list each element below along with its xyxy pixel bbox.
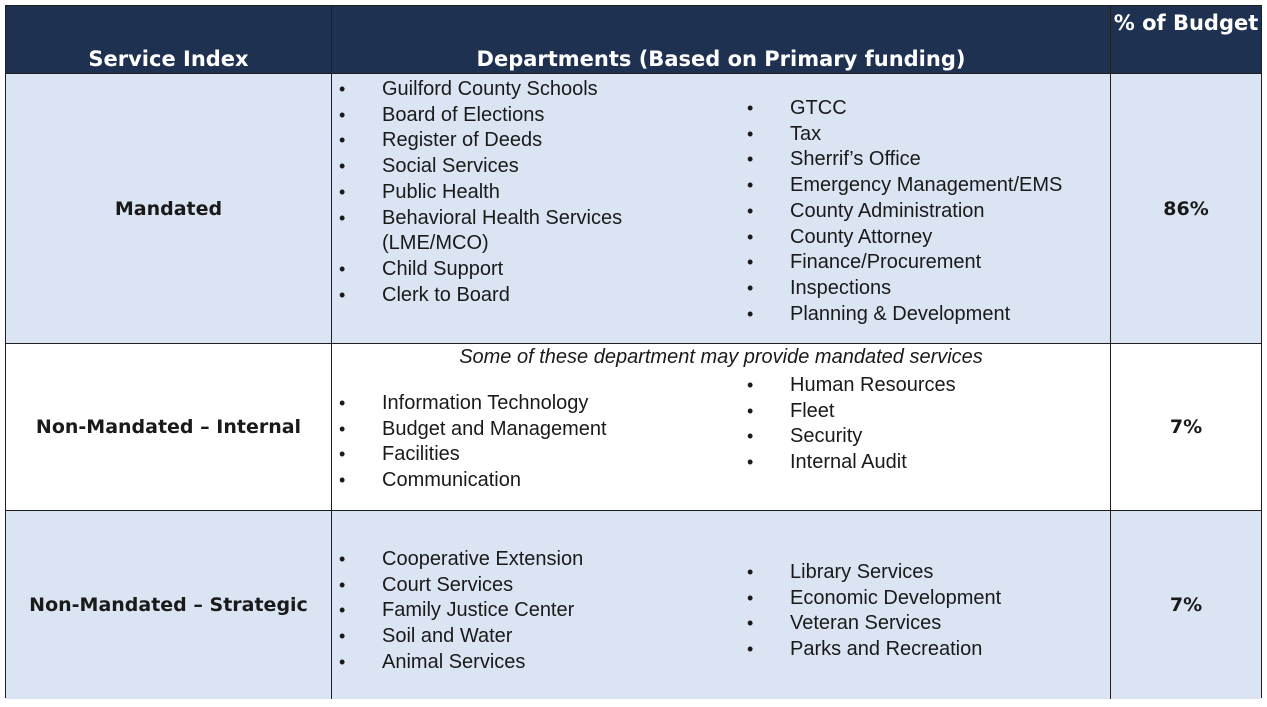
budget-cell (1111, 344, 1261, 510)
list-item-continuation: (LME/MCO) (382, 232, 489, 255)
mandated-services-note: Some of these department may provide mandated services (459, 346, 983, 368)
table-row-mandated (6, 73, 1261, 343)
bullet-icon: • (747, 452, 754, 473)
bullet-icon: • (339, 284, 346, 305)
list-item: • Social Services (332, 154, 622, 180)
list-item: • Guilford County Schools (332, 77, 622, 103)
list-item: • Parks and Recreation (740, 637, 1001, 663)
list-item: • Court Services (332, 573, 583, 599)
departments-cell (331, 344, 1111, 510)
departments-cell (331, 74, 1111, 343)
bullet-icon: • (747, 562, 754, 582)
list-item: • Family Justice Center (332, 598, 583, 624)
bullet-icon: • (339, 258, 346, 279)
service-label: Non-Mandated – Internal (35, 416, 302, 438)
list-item: • Security (740, 424, 956, 450)
list-item: • Tax (740, 122, 1062, 148)
service-cell (6, 74, 331, 343)
list-item: • Cooperative Extension (332, 547, 583, 573)
budget-percent: 7% (1169, 416, 1203, 438)
bullet-icon: • (747, 639, 754, 660)
bullet-icon: • (747, 226, 754, 247)
service-cell (6, 511, 331, 699)
list-item: • Library Services (740, 560, 1001, 586)
list-item: • Information Technology (332, 391, 607, 417)
header-cell-budget (1111, 6, 1261, 73)
departments-list-left (332, 547, 583, 676)
bullet-icon: • (747, 303, 754, 324)
list-item: • County Administration (740, 199, 1062, 225)
bullet-icon: • (339, 626, 346, 647)
bullet-icon: • (339, 470, 346, 491)
list-item: • Soil and Water (332, 624, 583, 650)
bullet-icon: • (747, 123, 754, 144)
bullet-icon: • (747, 149, 754, 170)
bullet-icon: • (339, 393, 346, 413)
list-item: • Board of Elections (332, 103, 622, 129)
service-index-table (5, 5, 1262, 698)
bullet-icon: • (339, 444, 346, 465)
service-label: Mandated (114, 197, 223, 220)
bullet-icon: • (339, 651, 346, 672)
header-cell-service-index (6, 6, 331, 73)
budget-percent: 86% (1163, 197, 1209, 220)
bullet-icon: • (747, 587, 754, 608)
bullet-icon: • (339, 79, 346, 99)
bullet-icon: • (747, 98, 754, 118)
bullet-icon: • (339, 181, 346, 202)
list-item: • County Attorney (740, 225, 1062, 251)
list-item: • Economic Development (740, 586, 1001, 612)
budget-cell (1111, 511, 1261, 699)
bullet-icon: • (339, 104, 346, 125)
list-item: • GTCC (740, 96, 1062, 122)
list-item: • Veteran Services (740, 611, 1001, 637)
list-item: • Finance/Procurement (740, 250, 1062, 276)
list-item: • Human Resources (740, 373, 956, 399)
table-row-non-mandated-internal (6, 343, 1261, 510)
service-label: Non-Mandated – Strategic (29, 594, 308, 616)
list-item: • Emergency Management/EMS (740, 173, 1062, 199)
budget-cell (1111, 74, 1261, 343)
list-item: • Register of Deeds (332, 128, 622, 154)
header-cell-departments (331, 6, 1111, 73)
service-cell (6, 344, 331, 510)
list-item: • Communication (332, 468, 607, 494)
list-item: • Facilities (332, 442, 607, 468)
bullet-icon: • (747, 613, 754, 634)
header-budget: % of Budget (1113, 11, 1259, 35)
list-item: • Sherrif’s Office (740, 147, 1062, 173)
bullet-icon: • (747, 400, 754, 421)
bullet-icon: • (747, 200, 754, 221)
departments-list-left (332, 77, 622, 308)
list-item: • Behavioral Health Services (332, 206, 622, 232)
list-item: • Clerk to Board (332, 283, 622, 309)
list-item: • Planning & Development (740, 302, 1062, 328)
departments-cell (331, 511, 1111, 699)
bullet-icon: • (339, 207, 346, 228)
budget-percent: 7% (1169, 594, 1203, 616)
bullet-icon: • (339, 156, 346, 177)
header-departments: Departments (Based on Primary funding) (476, 47, 966, 71)
list-item: • Fleet (740, 399, 956, 425)
departments-list-right (740, 560, 1001, 663)
bullet-icon: • (747, 375, 754, 395)
bullet-icon: • (339, 418, 346, 439)
table-header-row (6, 6, 1261, 73)
departments-list-left (332, 391, 607, 494)
list-item: • Inspections (740, 276, 1062, 302)
bullet-icon: • (747, 277, 754, 298)
bullet-icon: • (747, 426, 754, 447)
table-row-non-mandated-strategic (6, 510, 1261, 699)
departments-list-right (740, 96, 1062, 327)
bullet-icon: • (747, 252, 754, 273)
bullet-icon: • (339, 130, 346, 151)
list-item: • Animal Services (332, 650, 583, 676)
header-service-index: Service Index (88, 47, 249, 71)
bullet-icon: • (339, 549, 346, 569)
bullet-icon: • (339, 574, 346, 595)
list-item: • Child Support (332, 257, 622, 283)
list-item: • Internal Audit (740, 450, 956, 476)
bullet-icon: • (339, 600, 346, 621)
list-item: • Budget and Management (332, 417, 607, 443)
departments-list-right (740, 373, 956, 476)
bullet-icon: • (747, 175, 754, 196)
list-item: • Public Health (332, 180, 622, 206)
